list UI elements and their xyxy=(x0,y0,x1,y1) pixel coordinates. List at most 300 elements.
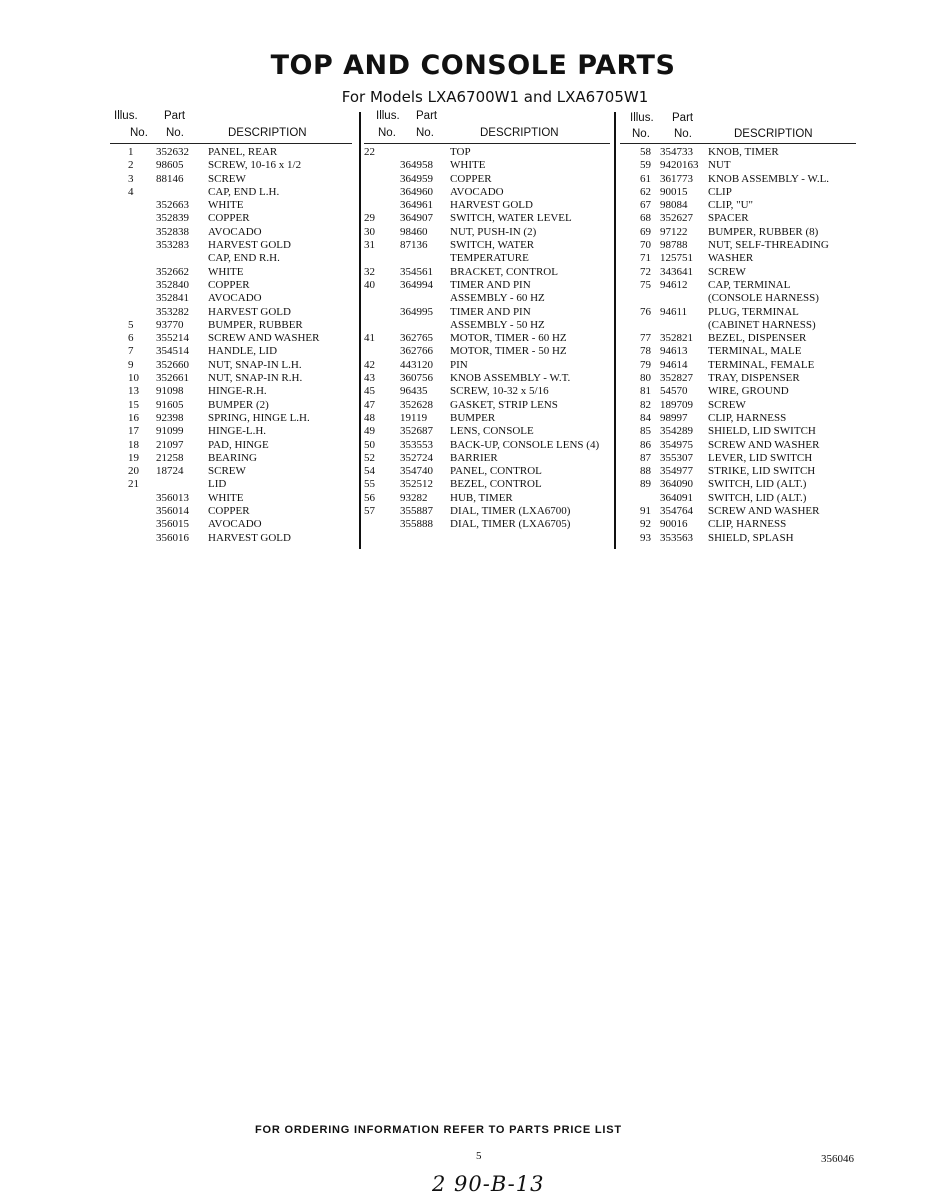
part-no: 355214 xyxy=(156,332,189,345)
part-no: 94612 xyxy=(660,278,688,291)
part-description: PLUG, TERMINAL xyxy=(708,305,799,318)
table-row xyxy=(110,332,352,345)
part-description: CAP, TERMINAL xyxy=(708,278,791,291)
illus-no: 22 xyxy=(364,146,375,158)
table-row xyxy=(110,159,352,172)
header-rule xyxy=(364,143,610,144)
illus-no: 40 xyxy=(364,278,375,291)
table-row xyxy=(364,518,610,531)
part-description: COPPER xyxy=(208,505,250,518)
table-row xyxy=(364,199,610,212)
part-no: 352628 xyxy=(400,398,433,411)
part-description: BEZEL, DISPENSER xyxy=(708,332,807,345)
part-no: 352838 xyxy=(156,225,189,238)
table-row xyxy=(110,439,352,452)
illus-no: 75 xyxy=(640,278,651,291)
part-no: 90015 xyxy=(660,185,688,198)
part-no: 343641 xyxy=(660,265,693,278)
illus-no: 3 xyxy=(128,172,134,185)
part-no: 88146 xyxy=(156,172,184,185)
column-header xyxy=(110,110,352,146)
table-row xyxy=(110,319,352,332)
illus-no: 71 xyxy=(640,252,651,265)
illus-no: 29 xyxy=(364,212,375,225)
part-description: ASSEMBLY - 50 HZ xyxy=(450,318,545,331)
illus-no: 58 xyxy=(640,146,651,158)
part-no: 98460 xyxy=(400,225,428,238)
table-row xyxy=(620,199,856,212)
part-no: 355887 xyxy=(400,505,433,518)
table-row xyxy=(110,186,352,199)
part-description: TRAY, DISPENSER xyxy=(708,372,800,385)
parts-list xyxy=(620,146,856,545)
part-description: CAP, END L.H. xyxy=(208,185,280,198)
table-row xyxy=(620,478,856,491)
part-no: 352632 xyxy=(156,146,189,158)
table-row xyxy=(620,279,856,292)
part-description: SWITCH, LID (ALT.) xyxy=(708,478,807,491)
part-description: KNOB ASSEMBLY - W.L. xyxy=(708,172,830,185)
part-description: SCREW xyxy=(708,265,746,278)
table-row xyxy=(620,252,856,265)
no-label: No. xyxy=(632,128,650,140)
table-row xyxy=(620,212,856,225)
illus-label: Illus. xyxy=(114,110,138,122)
illus-no: 5 xyxy=(128,318,134,331)
table-row xyxy=(364,478,610,491)
table-row xyxy=(110,266,352,279)
column-divider-2 xyxy=(614,112,616,549)
table-row xyxy=(364,252,610,265)
part-description: HINGE-L.H. xyxy=(208,425,267,438)
illus-no: 79 xyxy=(640,358,651,371)
part-description: BEARING xyxy=(208,451,257,464)
table-row xyxy=(364,452,610,465)
part-description: (CONSOLE HARNESS) xyxy=(708,292,819,305)
part-no: 364961 xyxy=(400,199,433,212)
part-description: AVOCADO xyxy=(208,292,262,305)
part-no: 352660 xyxy=(156,358,189,371)
table-row xyxy=(364,439,610,452)
part-no: 93282 xyxy=(400,491,428,504)
part-no: 355307 xyxy=(660,451,693,464)
part-description: BUMPER (2) xyxy=(208,398,269,411)
part-no: 19119 xyxy=(400,411,428,424)
part-description: BACK-UP, CONSOLE LENS (4) xyxy=(450,438,600,451)
part-description: HARVEST GOLD xyxy=(450,199,533,212)
part-description: TERMINAL, FEMALE xyxy=(708,358,815,371)
document-number: 356046 xyxy=(821,1153,854,1165)
illus-no: 70 xyxy=(640,239,651,252)
illus-no: 4 xyxy=(128,185,134,198)
part-no: 90016 xyxy=(660,518,688,531)
table-row xyxy=(110,239,352,252)
part-description: SPRING, HINGE L.H. xyxy=(208,411,310,424)
part-description: TERMINAL, MALE xyxy=(708,345,802,358)
parts-column-3 xyxy=(620,110,856,545)
table-row xyxy=(620,465,856,478)
part-description: COPPER xyxy=(208,212,250,225)
part-description: SPACER xyxy=(708,212,749,225)
part-no: 18724 xyxy=(156,465,184,478)
part-description: DIAL, TIMER (LXA6700) xyxy=(450,505,571,518)
part-description: SWITCH, WATER LEVEL xyxy=(450,212,572,225)
table-row xyxy=(620,492,856,505)
part-no: 96435 xyxy=(400,385,428,398)
part-no: 98084 xyxy=(660,199,688,212)
part-description: WHITE xyxy=(208,491,244,504)
desc-label: DESCRIPTION xyxy=(480,127,559,139)
part-no: 352627 xyxy=(660,212,693,225)
part-no: 93770 xyxy=(156,318,184,331)
part-no: 354561 xyxy=(400,265,433,278)
parts-list xyxy=(110,146,352,545)
part-no: 353282 xyxy=(156,305,189,318)
table-row xyxy=(110,399,352,412)
part-description: SHIELD, SPLASH xyxy=(708,531,794,544)
illus-no: 21 xyxy=(128,478,139,491)
illus-no: 49 xyxy=(364,425,375,438)
table-row xyxy=(620,505,856,518)
part-description: LID xyxy=(208,478,227,491)
part-description: PIN xyxy=(450,358,468,371)
table-row xyxy=(364,385,610,398)
part-no: 352840 xyxy=(156,278,189,291)
part-description: BUMPER, RUBBER (8) xyxy=(708,225,819,238)
table-row xyxy=(364,492,610,505)
part-description: LEVER, LID SWITCH xyxy=(708,451,813,464)
part-no: 352821 xyxy=(660,332,693,345)
table-row xyxy=(620,186,856,199)
part-description: (CABINET HARNESS) xyxy=(708,318,816,331)
table-row xyxy=(620,425,856,438)
part-no: 189709 xyxy=(660,398,693,411)
illus-no: 17 xyxy=(128,425,139,438)
table-row xyxy=(620,292,856,305)
part-description: CAP, END R.H. xyxy=(208,252,280,265)
table-row xyxy=(620,332,856,345)
part-description: DIAL, TIMER (LXA6705) xyxy=(450,518,571,531)
table-row xyxy=(110,425,352,438)
part-no: 354740 xyxy=(400,465,433,478)
part-description: SCREW xyxy=(208,465,246,478)
part-no: 353283 xyxy=(156,239,189,252)
part-no: 364907 xyxy=(400,212,433,225)
column-header xyxy=(620,110,856,146)
part-description: COPPER xyxy=(208,278,250,291)
table-row xyxy=(620,226,856,239)
part-no: 364958 xyxy=(400,159,433,172)
table-row xyxy=(110,465,352,478)
part-description: SCREW AND WASHER xyxy=(708,438,820,451)
part-no: 364091 xyxy=(660,491,693,504)
table-row xyxy=(620,359,856,372)
illus-no: 41 xyxy=(364,332,375,345)
part-description: WHITE xyxy=(450,159,486,172)
part-description: TIMER AND PIN xyxy=(450,278,531,291)
no2-label: No. xyxy=(674,128,692,140)
part-description: WASHER xyxy=(708,252,754,265)
part-no: 94611 xyxy=(660,305,688,318)
part-no: 21097 xyxy=(156,438,184,451)
table-row xyxy=(620,159,856,172)
illus-no: 92 xyxy=(640,518,651,531)
part-description: HUB, TIMER xyxy=(450,491,513,504)
table-row xyxy=(110,146,352,159)
illus-no: 7 xyxy=(128,345,134,358)
illus-no: 76 xyxy=(640,305,651,318)
table-row xyxy=(364,159,610,172)
table-row xyxy=(364,292,610,305)
part-description: NUT, PUSH-IN (2) xyxy=(450,225,537,238)
part-no: 21258 xyxy=(156,451,184,464)
table-row xyxy=(364,226,610,239)
parts-column-1 xyxy=(110,110,352,545)
part-no: 352827 xyxy=(660,372,693,385)
part-no: 97122 xyxy=(660,225,688,238)
table-row xyxy=(364,505,610,518)
illus-no: 81 xyxy=(640,385,651,398)
page-title: TOP AND CONSOLE PARTS xyxy=(270,50,676,81)
table-row xyxy=(110,279,352,292)
illus-no: 93 xyxy=(640,531,651,544)
part-no: 354764 xyxy=(660,505,693,518)
table-row xyxy=(364,239,610,252)
part-description: SCREW, 10-32 x 5/16 xyxy=(450,385,549,398)
table-row xyxy=(364,212,610,225)
table-row xyxy=(620,306,856,319)
part-no: 356013 xyxy=(156,491,189,504)
part-no: 360756 xyxy=(400,372,433,385)
illus-no: 42 xyxy=(364,358,375,371)
part-description: GASKET, STRIP LENS xyxy=(450,398,558,411)
desc-label: DESCRIPTION xyxy=(734,128,813,140)
table-row xyxy=(620,412,856,425)
part-description: BARRIER xyxy=(450,451,498,464)
part-no: 92398 xyxy=(156,411,184,424)
illus-no: 82 xyxy=(640,398,651,411)
part-description: SWITCH, LID (ALT.) xyxy=(708,491,807,504)
table-row xyxy=(364,345,610,358)
illus-no: 85 xyxy=(640,425,651,438)
illus-label: Illus. xyxy=(376,110,400,122)
illus-no: 54 xyxy=(364,465,375,478)
part-no: 353553 xyxy=(400,438,433,451)
table-row xyxy=(364,332,610,345)
part-description: SCREW, 10-16 x 1/2 xyxy=(208,159,302,172)
table-row xyxy=(364,266,610,279)
part-no: 125751 xyxy=(660,252,693,265)
table-row xyxy=(110,492,352,505)
illus-no: 56 xyxy=(364,491,375,504)
table-row xyxy=(620,452,856,465)
part-description: NUT, SELF-THREADING xyxy=(708,239,829,252)
table-row xyxy=(110,505,352,518)
part-description: SCREW AND WASHER xyxy=(208,332,320,345)
part-description: WHITE xyxy=(208,265,244,278)
illus-no: 32 xyxy=(364,265,375,278)
part-no: 364959 xyxy=(400,172,433,185)
part-description: NUT, SNAP-IN R.H. xyxy=(208,372,303,385)
table-row xyxy=(364,412,610,425)
part-description: BEZEL, CONTROL xyxy=(450,478,542,491)
part-description: SHIELD, LID SWITCH xyxy=(708,425,816,438)
table-row xyxy=(364,399,610,412)
illus-no: 84 xyxy=(640,411,651,424)
table-row xyxy=(620,266,856,279)
part-description: CLIP, "U" xyxy=(708,199,754,212)
table-row xyxy=(620,399,856,412)
table-row xyxy=(620,239,856,252)
illus-no: 30 xyxy=(364,225,375,238)
part-no: 361773 xyxy=(660,172,693,185)
part-description: PANEL, CONTROL xyxy=(450,465,542,478)
header-rule xyxy=(620,143,856,144)
table-row xyxy=(620,345,856,358)
table-row xyxy=(110,385,352,398)
table-row xyxy=(110,199,352,212)
table-row xyxy=(110,292,352,305)
illus-no: 15 xyxy=(128,398,139,411)
illus-no: 48 xyxy=(364,411,375,424)
table-row xyxy=(110,478,352,491)
desc-label: DESCRIPTION xyxy=(228,127,307,139)
part-no: 352839 xyxy=(156,212,189,225)
part-description: TOP xyxy=(450,146,471,158)
table-row xyxy=(110,212,352,225)
part-description: PAD, HINGE xyxy=(208,438,269,451)
illus-no: 19 xyxy=(128,451,139,464)
part-no: 356016 xyxy=(156,531,189,544)
part-no: 362765 xyxy=(400,332,433,345)
illus-no: 77 xyxy=(640,332,651,345)
part-label: Part xyxy=(164,110,186,122)
part-no: 355888 xyxy=(400,518,433,531)
table-row xyxy=(110,532,352,545)
illus-no: 1 xyxy=(128,146,134,158)
part-description: SCREW xyxy=(708,398,746,411)
table-row xyxy=(364,465,610,478)
table-row xyxy=(110,372,352,385)
part-description: KNOB, TIMER xyxy=(708,146,779,158)
part-no: 91099 xyxy=(156,425,184,438)
part-no: 356015 xyxy=(156,518,189,531)
part-no: 443120 xyxy=(400,358,433,371)
illus-no: 47 xyxy=(364,398,375,411)
part-no: 354975 xyxy=(660,438,693,451)
part-no: 98788 xyxy=(660,239,688,252)
part-no: 94613 xyxy=(660,345,688,358)
part-no: 91605 xyxy=(156,398,184,411)
table-row xyxy=(364,279,610,292)
ordering-note: FOR ORDERING INFORMATION REFER TO PARTS PRICE LIST xyxy=(255,1124,622,1136)
table-row xyxy=(110,359,352,372)
part-no: 364960 xyxy=(400,185,433,198)
part-label: Part xyxy=(672,112,694,124)
illus-no: 86 xyxy=(640,438,651,451)
part-description: HINGE-R.H. xyxy=(208,385,267,398)
illus-no: 62 xyxy=(640,185,651,198)
part-description: NUT, SNAP-IN L.H. xyxy=(208,358,302,371)
part-description: HARVEST GOLD xyxy=(208,305,291,318)
illus-label: Illus. xyxy=(630,112,654,124)
part-description: CLIP, HARNESS xyxy=(708,411,787,424)
part-description: WIRE, GROUND xyxy=(708,385,789,398)
part-description: AVOCADO xyxy=(208,225,262,238)
illus-no: 69 xyxy=(640,225,651,238)
parts-list xyxy=(364,146,610,532)
illus-no: 87 xyxy=(640,451,651,464)
illus-no: 45 xyxy=(364,385,375,398)
illus-no: 80 xyxy=(640,372,651,385)
table-row xyxy=(110,345,352,358)
part-description: HANDLE, LID xyxy=(208,345,278,358)
part-no: 87136 xyxy=(400,239,428,252)
table-row xyxy=(364,425,610,438)
illus-no: 31 xyxy=(364,239,375,252)
part-description: SWITCH, WATER xyxy=(450,239,535,252)
part-no: 91098 xyxy=(156,385,184,398)
part-description: PANEL, REAR xyxy=(208,146,278,158)
part-description: BUMPER, RUBBER xyxy=(208,318,303,331)
part-no: 362766 xyxy=(400,345,433,358)
part-no: 352512 xyxy=(400,478,433,491)
part-no: 356014 xyxy=(156,505,189,518)
part-description: SCREW xyxy=(208,172,246,185)
part-description: MOTOR, TIMER - 60 HZ xyxy=(450,332,567,345)
table-row xyxy=(620,385,856,398)
part-no: 98997 xyxy=(660,411,688,424)
no-label: No. xyxy=(378,127,396,139)
illus-no: 89 xyxy=(640,478,651,491)
no2-label: No. xyxy=(166,127,184,139)
part-no: 352687 xyxy=(400,425,433,438)
table-row xyxy=(110,518,352,531)
illus-no: 2 xyxy=(128,159,134,172)
illus-no: 16 xyxy=(128,411,139,424)
illus-no: 72 xyxy=(640,265,651,278)
table-row xyxy=(620,146,856,159)
column-divider-1 xyxy=(359,112,361,549)
part-description: BUMPER xyxy=(450,411,496,424)
part-no: 9420163 xyxy=(660,159,699,172)
table-row xyxy=(620,372,856,385)
illus-no: 67 xyxy=(640,199,651,212)
illus-no: 61 xyxy=(640,172,651,185)
table-row xyxy=(364,173,610,186)
part-no: 94614 xyxy=(660,358,688,371)
part-no: 354733 xyxy=(660,146,693,158)
illus-no: 78 xyxy=(640,345,651,358)
part-description: BRACKET, CONTROL xyxy=(450,265,558,278)
illus-no: 57 xyxy=(364,505,375,518)
illus-no: 13 xyxy=(128,385,139,398)
part-description: CLIP, HARNESS xyxy=(708,518,787,531)
part-no: 352662 xyxy=(156,265,189,278)
part-no: 54570 xyxy=(660,385,688,398)
illus-no: 68 xyxy=(640,212,651,225)
part-description: COPPER xyxy=(450,172,492,185)
handwritten-note: 2 90-B-13 xyxy=(432,1172,545,1196)
table-row xyxy=(364,306,610,319)
part-no: 352724 xyxy=(400,451,433,464)
part-no: 354977 xyxy=(660,465,693,478)
header-rule xyxy=(110,143,352,144)
table-row xyxy=(620,319,856,332)
table-row xyxy=(110,452,352,465)
part-description: LENS, CONSOLE xyxy=(450,425,534,438)
table-row xyxy=(620,439,856,452)
